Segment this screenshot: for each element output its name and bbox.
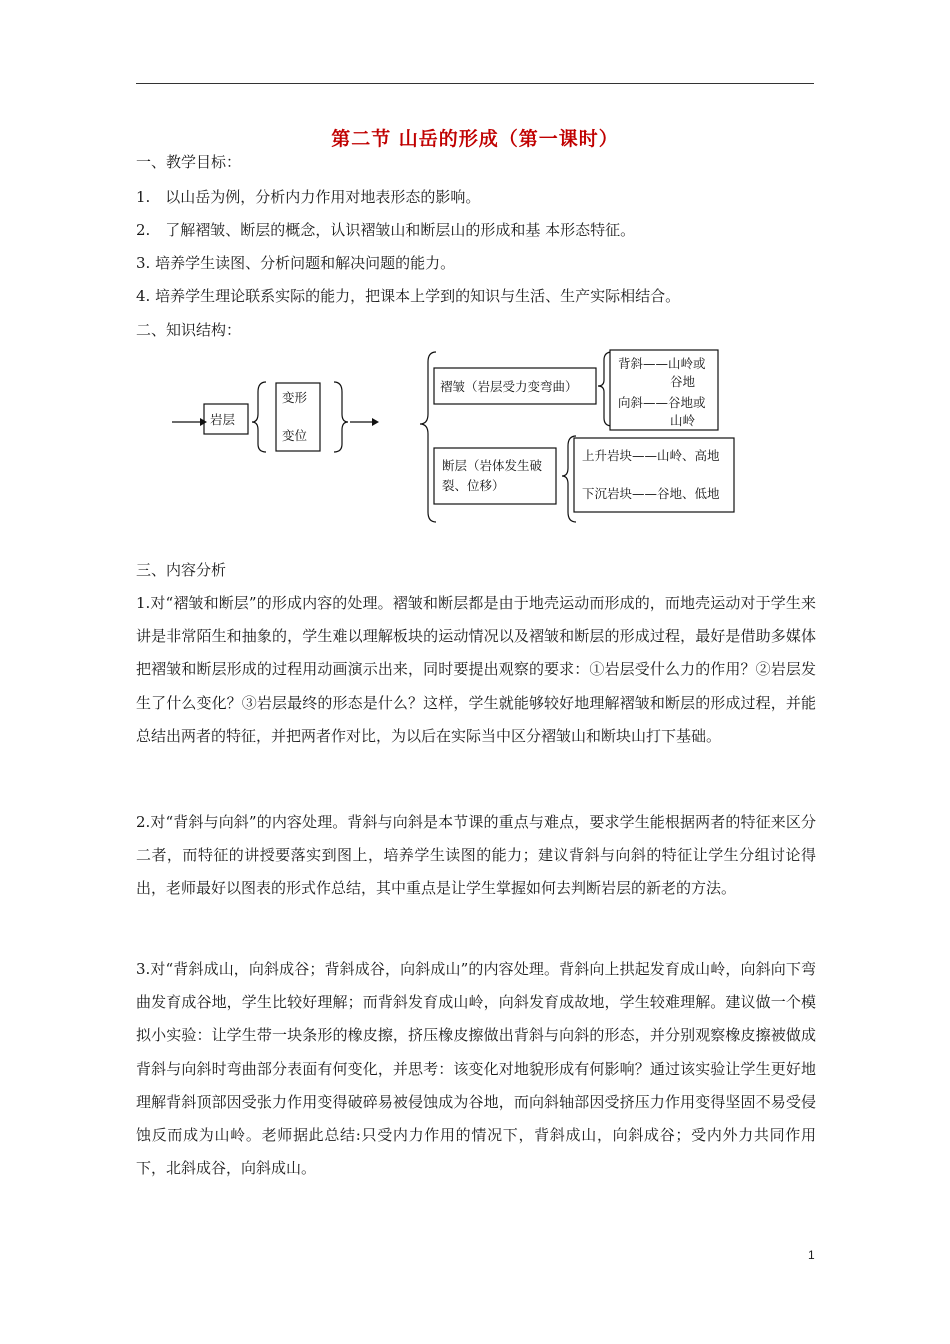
fold-label: 褶皱（岩层受力变弯曲） (440, 379, 578, 394)
section1-heading: 一、教学目标： (136, 153, 242, 171)
page-number: 1 (808, 1248, 815, 1262)
section2-heading: 二、知识结构： (136, 321, 242, 339)
uplift-label: 上升岩块——山岭、高地 (582, 448, 720, 463)
deform-label: 变形 (282, 390, 308, 405)
section3-heading: 三、内容分析 (136, 561, 227, 579)
output-arrow-head (372, 418, 379, 426)
fault-label-1: 断层（岩体发生破 (442, 458, 543, 473)
analysis-paragraph-1: 1.对“褶皱和断层”的形成内容的处理。褶皱和断层都是由于地壳运动而形成的，而地壳运动对于学生来讲是非常陌生和抽象的，学生难以理解板块的运动情况以及褶皱和断层的形成过程，最好是借助多媒体把褶皱和断层形成的过程用动画演示出来，同时要提出观察的要求：①岩层受什么力的作用？②岩层发生了什么变化？③岩层最终的形态是什么？这样，学生就能够较好地理解褶皱和断层的形成过程，并能总结出两者的特征，并把两者作对比，为以后在实际当中区分褶皱山和断块山打下基础。 (136, 594, 816, 745)
syncline-label-2: 山岭 (670, 413, 696, 428)
analysis-paragraph-3: 3.对“背斜成山，向斜成谷；背斜成谷，向斜成山”的内容处理。背斜向上拱起发育成山岭，向斜向下弯曲发育成谷地，学生比较好理解；而背斜发育成山岭，向斜发育成故地，学生较难理解。建议做一个模拟小实验：让学生带一块条形的橡皮擦，挤压橡皮擦做出背斜与向斜的形态，并分别观察橡皮擦被做成背斜与向斜时弯曲部分表面有何变化，并思考：该变化对地貌形成有何影响？通过该实验让学生更好地理解背斜顶部因受张力作用变得破碎易被侵蚀成为谷地，而向斜轴部因受挤压力作用变得坚固不易受侵蚀反而成为山岭。老师据此总结:只受内力作用的情况下，背斜成山，向斜成谷；受内外力共同作用下，北斜成谷，向斜成山。 (136, 960, 816, 1178)
anticline-label-2: 谷地 (670, 374, 696, 389)
displace-label: 变位 (282, 428, 308, 443)
anticline-label-1: 背斜——山岭或 (618, 356, 706, 371)
objective-item-4: 4. 培养学生理论联系实际的能力，把课本上学到的知识与生活、生产实际相结合。 (136, 287, 681, 305)
knowledge-structure-diagram (0, 0, 950, 560)
syncline-label-1: 向斜——谷地或 (618, 395, 706, 410)
fault-label-2: 裂、位移） (442, 478, 505, 493)
fault-box (434, 448, 556, 504)
objective-item-1: 1. 以山岳为例，分析内力作用对地表形态的影响。 (136, 188, 481, 206)
page-title: 第二节 山岳的形成（第一课时） (331, 128, 619, 150)
analysis-paragraph-2: 2.对“背斜与向斜”的内容处理。背斜与向斜是本节课的重点与难点，要求学生能根据两者的特征来区分二者，而特征的讲授要落实到图上，培养学生读图的能力；建议背斜与向斜的特征让学生分组讨论得出，老师最好以图表的形式作总结，其中重点是让学生掌握如何去判断岩层的新老的方法。 (136, 813, 816, 898)
objective-item-2: 2. 了解褶皱、断层的概念，认识褶皱山和断层山的形成和基 本形态特征。 (136, 221, 636, 239)
sink-label: 下沉岩块——谷地、低地 (582, 486, 720, 501)
closing-brace (334, 382, 348, 452)
objective-item-3: 3. 培养学生读图、分析问题和解决问题的能力。 (136, 254, 456, 272)
deform-brace (252, 382, 266, 452)
rock-label: 岩层 (210, 412, 236, 427)
